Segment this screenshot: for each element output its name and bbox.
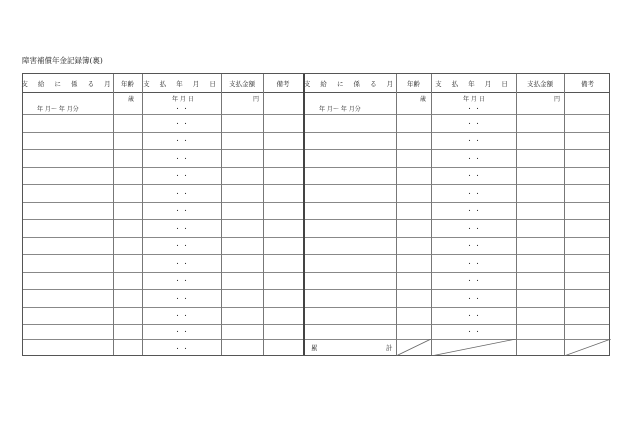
unit-yen: 円 xyxy=(253,96,260,103)
row-rule xyxy=(23,184,609,185)
page-title: 障害補償年金記録簿(裏) xyxy=(22,56,103,65)
date-dots: ・ ・ xyxy=(174,106,189,113)
row-rule xyxy=(23,149,609,150)
header-amount: 支払金額 xyxy=(229,79,255,88)
unit-date: 年 月 日 xyxy=(463,96,485,103)
date-dots: ・ ・ xyxy=(466,173,481,180)
row-rule xyxy=(23,307,609,308)
center-divider xyxy=(303,74,305,355)
date-dots: ・ ・ xyxy=(174,278,189,285)
date-dots: ・ ・ xyxy=(466,138,481,145)
diagonal-strike xyxy=(431,339,516,356)
date-dots: ・ ・ xyxy=(466,156,481,163)
total-label-left: 累 xyxy=(311,344,318,352)
header-age: 年齢 xyxy=(121,79,134,88)
row-rule xyxy=(23,289,609,290)
header-age: 年齢 xyxy=(407,79,420,88)
header-rule xyxy=(23,92,609,93)
date-dots: ・ ・ xyxy=(174,121,189,128)
column-rule xyxy=(113,74,114,355)
header-paydate: 支 払 年 月 日 xyxy=(435,79,512,88)
unit-date: 年 月 日 xyxy=(172,96,194,103)
date-dots: ・ ・ xyxy=(466,313,481,320)
row-rule xyxy=(23,339,609,340)
date-dots: ・ ・ xyxy=(466,106,481,113)
header-period: 支 給 に 係 る 月 xyxy=(303,79,398,88)
unit-period: 年 月～ 年 月分 xyxy=(37,106,79,113)
header-period: 支 給 に 係 る 月 xyxy=(21,79,115,88)
date-dots: ・ ・ xyxy=(466,296,481,303)
date-dots: ・ ・ xyxy=(466,121,481,128)
row-rule xyxy=(23,237,609,238)
column-rule xyxy=(564,74,565,355)
row-rule xyxy=(23,272,609,273)
date-dots: ・ ・ xyxy=(174,243,189,250)
date-dots: ・ ・ xyxy=(174,156,189,163)
date-dots: ・ ・ xyxy=(466,191,481,198)
date-dots: ・ ・ xyxy=(174,329,189,336)
date-dots: ・ ・ xyxy=(466,243,481,250)
column-rule xyxy=(221,74,222,355)
date-dots: ・ ・ xyxy=(174,191,189,198)
header-paydate: 支 払 年 月 日 xyxy=(143,79,220,88)
date-dots: ・ ・ xyxy=(466,261,481,268)
diagonal-strike xyxy=(564,339,611,356)
unit-yen: 円 xyxy=(554,96,561,103)
date-dots: ・ ・ xyxy=(174,313,189,320)
date-dots: ・ ・ xyxy=(174,208,189,215)
total-label-right: 計 xyxy=(386,344,393,352)
row-rule xyxy=(23,324,609,325)
row-rule xyxy=(23,167,609,168)
column-rule xyxy=(396,74,397,355)
unit-age: 歳 xyxy=(128,96,135,103)
diagonal-strike xyxy=(396,339,431,356)
date-dots: ・ ・ xyxy=(174,226,189,233)
row-rule xyxy=(23,219,609,220)
column-rule xyxy=(263,74,264,355)
date-dots: ・ ・ xyxy=(466,226,481,233)
date-dots: ・ ・ xyxy=(174,346,189,353)
column-rule xyxy=(516,74,517,355)
header-amount: 支払金額 xyxy=(527,79,553,88)
row-rule xyxy=(23,114,609,115)
row-rule xyxy=(23,132,609,133)
row-rule xyxy=(23,202,609,203)
unit-period: 年 月～ 年 月分 xyxy=(319,106,361,113)
date-dots: ・ ・ xyxy=(174,138,189,145)
row-rule xyxy=(23,254,609,255)
date-dots: ・ ・ xyxy=(466,278,481,285)
pension-ledger-table xyxy=(22,73,610,356)
date-dots: ・ ・ xyxy=(466,208,481,215)
header-remarks: 備考 xyxy=(581,79,594,88)
unit-age: 歳 xyxy=(420,96,427,103)
date-dots: ・ ・ xyxy=(174,173,189,180)
date-dots: ・ ・ xyxy=(466,329,481,336)
date-dots: ・ ・ xyxy=(174,261,189,268)
header-remarks: 備考 xyxy=(276,79,290,88)
date-dots: ・ ・ xyxy=(174,296,189,303)
